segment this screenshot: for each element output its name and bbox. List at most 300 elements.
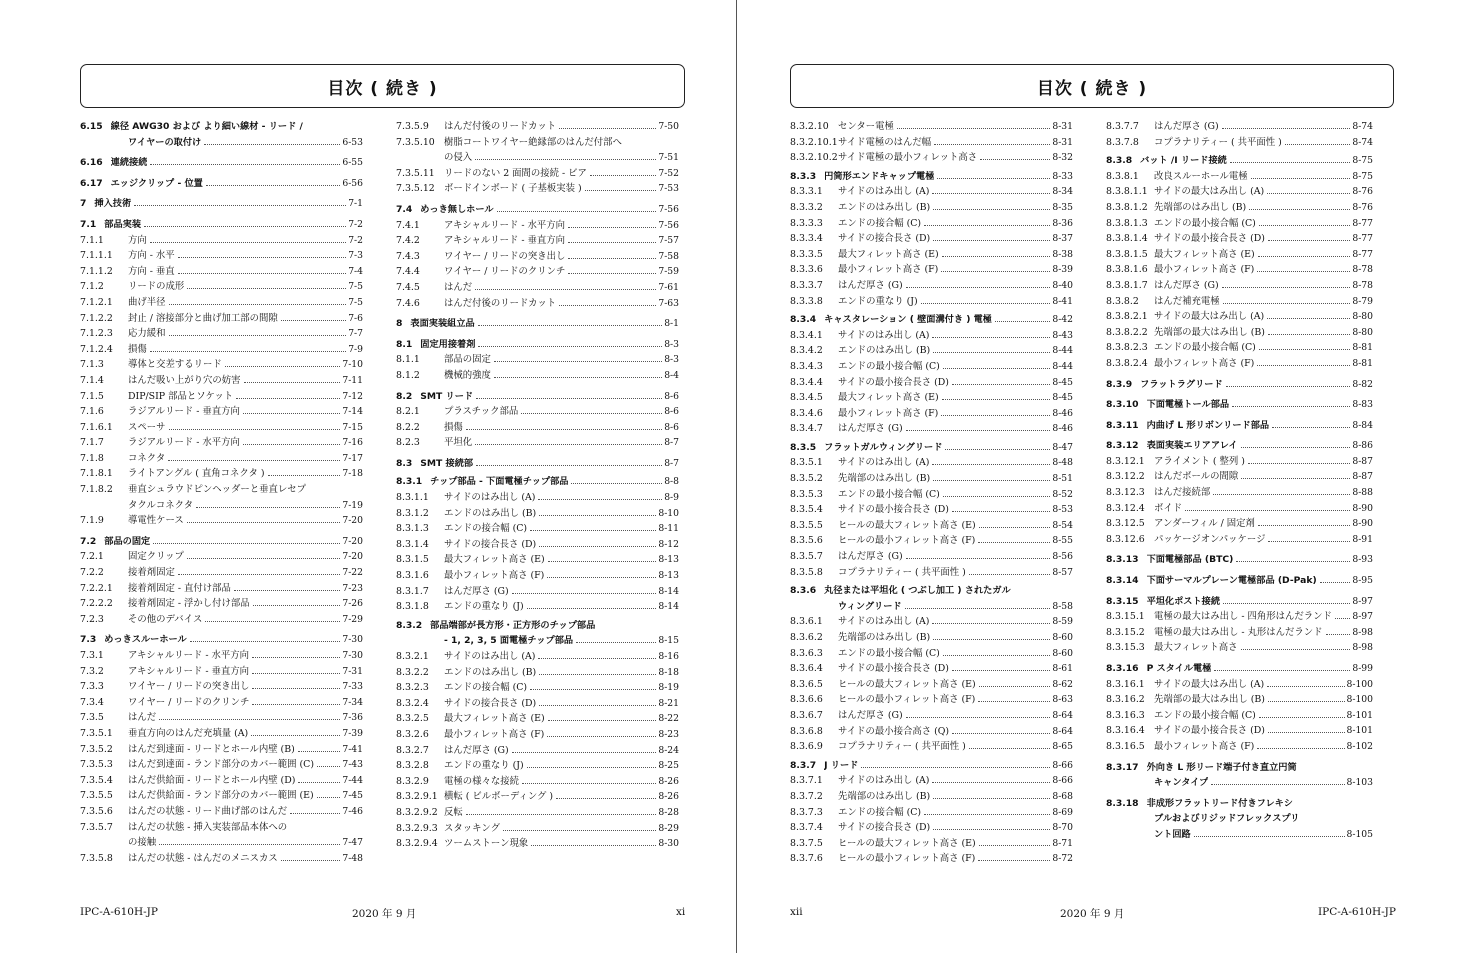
toc-entry[interactable] bbox=[396, 233, 679, 249]
dot-leader bbox=[1267, 193, 1350, 194]
toc-entry[interactable] bbox=[790, 533, 1073, 549]
toc-entry-page: 8-28 bbox=[658, 806, 679, 818]
toc-entry[interactable] bbox=[790, 455, 1073, 471]
toc-entry-title: サイドの接合長さ (D) bbox=[444, 538, 537, 550]
toc-entry-page: 8-86 bbox=[1352, 440, 1373, 452]
toc-entry[interactable] bbox=[1106, 609, 1373, 625]
toc-entry-page: 8-3 bbox=[664, 354, 679, 366]
toc-entry[interactable] bbox=[396, 166, 679, 182]
toc-entry[interactable] bbox=[1106, 262, 1373, 278]
toc-entry-title: 封止 / 溶接部分と曲げ加工部の間隙 bbox=[128, 312, 278, 324]
toc-entry-page: 7-20 bbox=[342, 515, 363, 527]
dot-leader bbox=[933, 829, 1050, 830]
toc-entry[interactable] bbox=[80, 373, 363, 389]
toc-entry-number: 8.3.2.4 bbox=[396, 697, 429, 709]
toc-entry[interactable] bbox=[396, 743, 679, 759]
toc-entry-page: 7-57 bbox=[658, 235, 679, 247]
dot-leader bbox=[906, 287, 1051, 288]
toc-entry-page: 7-61 bbox=[658, 281, 679, 293]
toc-entry[interactable] bbox=[1106, 640, 1373, 656]
toc-entry-title: 導体と交差するリード bbox=[128, 359, 222, 371]
toc-entry[interactable] bbox=[80, 466, 363, 482]
toc-entry[interactable] bbox=[790, 502, 1073, 518]
toc-entry[interactable] bbox=[80, 451, 363, 467]
dot-leader bbox=[932, 464, 1050, 465]
toc-entry-page: 8-103 bbox=[1346, 777, 1373, 789]
toc-entry[interactable] bbox=[1106, 692, 1373, 708]
toc-entry[interactable] bbox=[396, 296, 679, 312]
toc-entry[interactable] bbox=[790, 119, 1073, 135]
toc-entry[interactable] bbox=[1106, 661, 1373, 677]
toc-entry[interactable] bbox=[1106, 340, 1373, 356]
toc-entry[interactable] bbox=[396, 420, 679, 436]
toc-entry[interactable] bbox=[396, 435, 679, 451]
toc-entry[interactable] bbox=[396, 202, 679, 218]
toc-entry[interactable] bbox=[790, 231, 1073, 247]
toc-entry[interactable] bbox=[790, 216, 1073, 232]
toc-entry-title: スペーサ bbox=[128, 421, 166, 433]
toc-entry[interactable] bbox=[396, 280, 679, 296]
toc-entry[interactable] bbox=[1106, 438, 1373, 454]
toc-entry[interactable] bbox=[396, 249, 679, 265]
toc-entry[interactable] bbox=[396, 727, 679, 743]
toc-entry[interactable] bbox=[1106, 552, 1373, 568]
toc-entry[interactable] bbox=[396, 218, 679, 234]
toc-entry[interactable] bbox=[790, 805, 1073, 821]
toc-entry[interactable] bbox=[396, 521, 679, 537]
toc-entry-page: 8-51 bbox=[1052, 473, 1073, 485]
dot-leader bbox=[1335, 618, 1350, 619]
toc-entry[interactable] bbox=[790, 262, 1073, 278]
toc-entry[interactable] bbox=[80, 632, 363, 648]
dot-leader bbox=[1320, 582, 1351, 583]
footer-page-number: xi bbox=[676, 906, 686, 918]
toc-entry[interactable] bbox=[1106, 309, 1373, 325]
toc-entry-page: 8-43 bbox=[1052, 329, 1073, 341]
toc-entry[interactable] bbox=[1106, 418, 1373, 434]
toc-entry-title: ワイヤー / リードのクリンチ bbox=[128, 696, 250, 708]
toc-entry[interactable] bbox=[396, 537, 679, 553]
toc-entry-page: 6-53 bbox=[342, 136, 363, 148]
toc-entry-title-continued: ント回路 bbox=[1154, 828, 1191, 840]
toc-entry[interactable] bbox=[790, 278, 1073, 294]
toc-entry-title: 非成形フラットリード付きフレキシ bbox=[1146, 797, 1293, 809]
toc-entry[interactable] bbox=[396, 552, 679, 568]
toc-entry[interactable] bbox=[396, 337, 679, 353]
toc-entry-number: 7.1.2.4 bbox=[80, 343, 113, 355]
toc-entry-page: 8-70 bbox=[1052, 822, 1073, 834]
toc-entry-number: 8.3.3 bbox=[790, 170, 817, 182]
toc-entry-title: 部品の固定 bbox=[444, 354, 491, 366]
toc-entry[interactable] bbox=[790, 820, 1073, 836]
toc-entry[interactable] bbox=[1106, 231, 1373, 247]
toc-entry-title: キャスタレーション ( 壁面溝付き ) 電極 bbox=[824, 314, 992, 326]
toc-entry[interactable] bbox=[396, 568, 679, 584]
toc-entry[interactable] bbox=[80, 119, 363, 135]
toc-entry[interactable] bbox=[790, 247, 1073, 263]
toc-entry[interactable] bbox=[1106, 469, 1373, 485]
toc-entry-number: 8.3.2.9.3 bbox=[396, 822, 438, 834]
toc-entry-number: 7.2 bbox=[80, 535, 97, 547]
toc-entry[interactable] bbox=[1106, 184, 1373, 200]
toc-entry[interactable] bbox=[80, 534, 363, 550]
toc-entry-page: 8-58 bbox=[1052, 600, 1073, 612]
toc-entry-title: 部品の固定 bbox=[104, 535, 151, 547]
toc-entry[interactable] bbox=[396, 368, 679, 384]
toc-entry[interactable] bbox=[80, 155, 363, 171]
toc-entry-page: 8-77 bbox=[1352, 248, 1373, 260]
toc-entry-page: 8-78 bbox=[1352, 264, 1373, 276]
toc-entry[interactable] bbox=[80, 664, 363, 680]
toc-entry[interactable] bbox=[80, 248, 363, 264]
toc-entry[interactable] bbox=[1106, 625, 1373, 641]
toc-entry[interactable] bbox=[396, 821, 679, 837]
toc-entry[interactable] bbox=[790, 135, 1073, 151]
toc-entry-title: ヒールの最大フィレット高さ (E) bbox=[838, 519, 976, 531]
toc-entry[interactable] bbox=[790, 375, 1073, 391]
toc-entry[interactable] bbox=[790, 440, 1073, 456]
dot-leader bbox=[943, 496, 1051, 497]
toc-entry[interactable] bbox=[790, 851, 1073, 867]
toc-entry[interactable] bbox=[80, 233, 363, 249]
toc-entry-page: 8-1 bbox=[664, 318, 679, 330]
toc-entry[interactable] bbox=[396, 474, 679, 490]
toc-entry[interactable] bbox=[80, 695, 363, 711]
toc-entry[interactable] bbox=[396, 119, 679, 135]
toc-entry[interactable] bbox=[80, 820, 363, 836]
toc-entry-number: 8.3.12.4 bbox=[1106, 502, 1145, 514]
toc-entry[interactable] bbox=[1106, 119, 1373, 135]
toc-entry[interactable] bbox=[1106, 200, 1373, 216]
dot-leader bbox=[1226, 386, 1351, 387]
toc-entry[interactable] bbox=[396, 352, 679, 368]
toc-entry[interactable] bbox=[80, 176, 363, 192]
toc-entry[interactable] bbox=[80, 773, 363, 789]
toc-entry-number: 8.3.10 bbox=[1106, 399, 1139, 411]
toc-entry[interactable] bbox=[80, 295, 363, 311]
toc-entry[interactable] bbox=[790, 471, 1073, 487]
toc-entry-title: 反転 bbox=[444, 806, 463, 818]
dot-leader bbox=[1222, 287, 1351, 288]
toc-entry-number: 8.3.8.2 bbox=[1106, 295, 1139, 307]
toc-entry-page: 8-41 bbox=[1052, 295, 1073, 307]
toc-entry[interactable] bbox=[790, 169, 1073, 185]
toc-entry-title: 方向 bbox=[128, 234, 147, 246]
toc-entry[interactable] bbox=[396, 758, 679, 774]
dot-leader bbox=[1222, 128, 1351, 129]
toc-entry[interactable] bbox=[396, 404, 679, 420]
toc-entry[interactable] bbox=[80, 357, 363, 373]
toc-entry[interactable] bbox=[80, 435, 363, 451]
dot-leader bbox=[478, 325, 662, 326]
toc-entry[interactable] bbox=[80, 710, 363, 726]
toc-entry-page: 8-36 bbox=[1052, 217, 1073, 229]
toc-entry[interactable] bbox=[80, 804, 363, 820]
toc-entry[interactable] bbox=[790, 614, 1073, 630]
toc-entry[interactable] bbox=[80, 217, 363, 233]
toc-entry-page: 7-63 bbox=[658, 297, 679, 309]
toc-entry[interactable] bbox=[1106, 760, 1373, 776]
toc-entry-page: 8-46 bbox=[1052, 407, 1073, 419]
toc-entry[interactable] bbox=[790, 390, 1073, 406]
toc-entry-title: 下面サーマルプレーン電極部品 (D-Pak) bbox=[1146, 575, 1317, 587]
toc-entry[interactable] bbox=[80, 196, 363, 212]
toc-entry[interactable] bbox=[1106, 377, 1373, 393]
toc-entry[interactable] bbox=[790, 343, 1073, 359]
toc-entry-page: 7-48 bbox=[342, 852, 363, 864]
toc-entry-title: サイドの最小接合長さ (D) bbox=[1154, 233, 1265, 245]
toc-entry[interactable] bbox=[790, 487, 1073, 503]
toc-entry[interactable] bbox=[790, 758, 1073, 774]
toc-entry-title: パッケージオンパッケージ bbox=[1154, 533, 1266, 545]
toc-entry-page: 7-10 bbox=[342, 359, 363, 371]
dot-leader bbox=[1236, 561, 1350, 562]
toc-entry[interactable] bbox=[1106, 485, 1373, 501]
toc-entry[interactable] bbox=[1106, 501, 1373, 517]
toc-entry-page: 7-20 bbox=[342, 551, 363, 563]
toc-entry-number: 8.3.16.2 bbox=[1106, 694, 1145, 706]
toc-entry-number: 7.3.5.9 bbox=[396, 121, 429, 132]
toc-entry[interactable] bbox=[396, 805, 679, 821]
toc-entry[interactable] bbox=[80, 342, 363, 358]
toc-entry-page: 8-65 bbox=[1052, 741, 1073, 753]
toc-entry[interactable] bbox=[80, 581, 363, 597]
toc-entry-page: 7-2 bbox=[348, 234, 363, 246]
toc-entry[interactable] bbox=[790, 518, 1073, 534]
toc-entry-title: はんだ接続部 bbox=[1154, 487, 1211, 499]
toc-entry[interactable] bbox=[790, 773, 1073, 789]
toc-entry[interactable] bbox=[1106, 325, 1373, 341]
toc-entry[interactable] bbox=[790, 739, 1073, 755]
toc-entry[interactable] bbox=[790, 200, 1073, 216]
dot-leader bbox=[494, 361, 662, 362]
toc-entry-page: 8-15 bbox=[658, 635, 679, 647]
toc-entry[interactable] bbox=[396, 680, 679, 696]
toc-entry[interactable] bbox=[790, 677, 1073, 693]
toc-entry-page: 7-23 bbox=[342, 582, 363, 594]
dot-leader bbox=[1248, 463, 1350, 464]
toc-entry-page: 8-80 bbox=[1352, 311, 1373, 323]
toc-entry[interactable] bbox=[396, 490, 679, 506]
toc-entry[interactable] bbox=[80, 742, 363, 758]
dot-leader bbox=[252, 704, 340, 705]
toc-entry-title: サイドの最大はみ出し (A) bbox=[1154, 678, 1265, 690]
toc-entry[interactable] bbox=[396, 456, 679, 472]
toc-entry[interactable] bbox=[790, 708, 1073, 724]
toc-entry-page: 8-33 bbox=[1052, 170, 1073, 182]
toc-entry[interactable] bbox=[80, 757, 363, 773]
toc-entry[interactable] bbox=[80, 482, 363, 498]
toc-entry[interactable] bbox=[396, 711, 679, 727]
toc-entry[interactable] bbox=[396, 181, 679, 197]
toc-entry-title: サイドのはみ出し (A) bbox=[838, 329, 930, 341]
toc-entry[interactable] bbox=[1106, 708, 1373, 724]
toc-entry[interactable] bbox=[80, 279, 363, 295]
toc-entry[interactable] bbox=[1106, 169, 1373, 185]
toc-entry-page: 8-34 bbox=[1052, 186, 1073, 198]
toc-entry[interactable] bbox=[790, 328, 1073, 344]
toc-entry[interactable] bbox=[396, 389, 679, 405]
toc-entry-title: はんだボールの間隙 bbox=[1154, 471, 1239, 483]
toc-entry[interactable] bbox=[80, 311, 363, 327]
toc-entry-title: 固定クリップ bbox=[128, 551, 184, 563]
toc-entry[interactable] bbox=[790, 406, 1073, 422]
footer-doc-id: IPC-A-610H-JP bbox=[80, 906, 158, 918]
toc-entry[interactable] bbox=[1106, 594, 1373, 610]
toc-page-left bbox=[0, 0, 736, 953]
toc-entry[interactable] bbox=[396, 316, 679, 332]
toc-entry-title: 外向き L 形リード端子付き直立円筒 bbox=[1146, 761, 1297, 773]
toc-entry[interactable] bbox=[396, 696, 679, 712]
toc-entry-title: サイドの接合長さ (D) bbox=[838, 822, 931, 834]
toc-entry[interactable] bbox=[1106, 356, 1373, 372]
toc-entry[interactable] bbox=[790, 724, 1073, 740]
toc-entry[interactable] bbox=[396, 618, 679, 634]
toc-entry-title: 固定用接着剤 bbox=[420, 338, 476, 350]
toc-entry-title: 樹脂コートワイヤー絶縁部のはんだ付部へ bbox=[444, 136, 622, 148]
toc-entry[interactable] bbox=[790, 565, 1073, 581]
toc-entry[interactable] bbox=[1106, 796, 1373, 812]
toc-entry-number: 8.3.7.3 bbox=[790, 806, 823, 818]
toc-entry[interactable] bbox=[1106, 532, 1373, 548]
toc-entry[interactable] bbox=[396, 506, 679, 522]
toc-entry[interactable] bbox=[80, 404, 363, 420]
toc-entry[interactable] bbox=[80, 679, 363, 695]
toc-entry-number: 8.3.17 bbox=[1106, 761, 1139, 773]
dot-leader bbox=[206, 185, 341, 186]
toc-entry[interactable] bbox=[790, 421, 1073, 437]
toc-entry[interactable] bbox=[396, 135, 679, 151]
toc-entry-title: 丸径または平坦化 ( つぶし加工 ) されたガル bbox=[824, 585, 1011, 597]
toc-entry-number: 7.3.5 bbox=[80, 712, 104, 724]
toc-entry[interactable] bbox=[1106, 397, 1373, 413]
toc-entry[interactable] bbox=[1106, 454, 1373, 470]
toc-entry[interactable] bbox=[80, 726, 363, 742]
toc-entry[interactable] bbox=[1106, 216, 1373, 232]
toc-entry-title: 損傷 bbox=[128, 343, 147, 355]
toc-entry-number: 8.3.5.1 bbox=[790, 457, 823, 469]
toc-entry-title: ライトアングル ( 直角コネクタ ) bbox=[128, 468, 265, 480]
toc-entry-number: 8.3.7.2 bbox=[790, 790, 823, 802]
toc-entry-continuation bbox=[80, 835, 363, 851]
toc-entry-page: 8-54 bbox=[1052, 519, 1073, 531]
toc-entry[interactable] bbox=[790, 312, 1073, 328]
dot-leader bbox=[934, 144, 1050, 145]
toc-entry-page: 6-56 bbox=[342, 177, 363, 189]
toc-entry[interactable] bbox=[80, 264, 363, 280]
dot-leader bbox=[512, 752, 657, 753]
toc-entry[interactable] bbox=[396, 584, 679, 600]
toc-entry-page: 7-45 bbox=[342, 790, 363, 802]
dot-leader bbox=[1251, 178, 1351, 179]
toc-entry-title: 垂直シュラウドピンヘッダーと垂直レセプ bbox=[128, 484, 306, 496]
toc-entry[interactable] bbox=[80, 851, 363, 867]
toc-entry[interactable] bbox=[790, 661, 1073, 677]
toc-entry[interactable] bbox=[790, 150, 1073, 166]
toc-entry[interactable] bbox=[80, 648, 363, 664]
toc-entry[interactable] bbox=[80, 596, 363, 612]
toc-entry-page: 8-84 bbox=[1352, 419, 1373, 431]
toc-entry[interactable] bbox=[396, 599, 679, 615]
toc-entry[interactable] bbox=[396, 789, 679, 805]
toc-entry[interactable] bbox=[1106, 153, 1373, 169]
toc-entry-number: 7.4.4 bbox=[396, 266, 420, 278]
toc-entry-number: 6.16 bbox=[80, 157, 103, 169]
toc-entry-number: 7.3.1 bbox=[80, 650, 104, 661]
toc-entry[interactable] bbox=[1106, 135, 1373, 151]
toc-entry-page: 8-26 bbox=[658, 775, 679, 787]
toc-entry[interactable] bbox=[790, 549, 1073, 565]
toc-entry[interactable] bbox=[80, 788, 363, 804]
toc-entry[interactable] bbox=[80, 549, 363, 565]
toc-entry[interactable] bbox=[80, 565, 363, 581]
toc-entry-number: 8.3.8.1.4 bbox=[1106, 233, 1148, 245]
toc-entry[interactable] bbox=[396, 774, 679, 790]
toc-entry-number: 8.3.3.1 bbox=[790, 186, 823, 198]
toc-entry[interactable] bbox=[1106, 739, 1373, 755]
toc-entry[interactable] bbox=[80, 326, 363, 342]
toc-entry-number: 8.3.4.3 bbox=[790, 360, 823, 372]
toc-entry[interactable] bbox=[1106, 573, 1373, 589]
toc-entry[interactable] bbox=[1106, 516, 1373, 532]
toc-entry-page: 8-97 bbox=[1352, 595, 1373, 607]
toc-entry[interactable] bbox=[790, 359, 1073, 375]
toc-entry[interactable] bbox=[790, 630, 1073, 646]
toc-entry[interactable] bbox=[1106, 723, 1373, 739]
toc-entry[interactable] bbox=[396, 264, 679, 280]
toc-entry-number: 8.3.3.2 bbox=[790, 201, 823, 213]
dot-leader bbox=[942, 399, 1051, 400]
toc-entry[interactable] bbox=[790, 583, 1073, 599]
toc-entry-page: 8-90 bbox=[1352, 518, 1373, 530]
toc-entry[interactable] bbox=[1106, 278, 1373, 294]
toc-entry[interactable] bbox=[80, 420, 363, 436]
toc-entry[interactable] bbox=[790, 692, 1073, 708]
toc-entry-number: 8.3.7.1 bbox=[790, 775, 823, 787]
toc-entry-page: 7-2 bbox=[348, 218, 363, 230]
toc-entry[interactable] bbox=[80, 513, 363, 529]
toc-entry-page: 8-95 bbox=[1352, 575, 1373, 587]
toc-entry-number: 7.1.2.3 bbox=[80, 328, 113, 340]
toc-entry[interactable] bbox=[396, 665, 679, 681]
toc-entry-page: 7-4 bbox=[348, 265, 363, 277]
toc-entry[interactable] bbox=[1106, 247, 1373, 263]
toc-entry-page: 8-87 bbox=[1352, 455, 1373, 467]
toc-entry[interactable] bbox=[396, 649, 679, 665]
toc-entry[interactable] bbox=[790, 294, 1073, 310]
dot-leader bbox=[952, 733, 1050, 734]
toc-entry-page: 8-105 bbox=[1346, 828, 1373, 840]
toc-entry[interactable] bbox=[790, 789, 1073, 805]
dot-leader bbox=[150, 351, 346, 352]
toc-entry[interactable] bbox=[80, 612, 363, 628]
dot-leader bbox=[980, 159, 1050, 160]
toc-entry-title: 先端部のはみ出し (B) bbox=[838, 790, 931, 802]
toc-entry[interactable] bbox=[80, 389, 363, 405]
toc-entry[interactable] bbox=[790, 836, 1073, 852]
toc-entry-number: 7.2.2.1 bbox=[80, 582, 113, 594]
toc-entry-number: 8.3.4.6 bbox=[790, 407, 823, 419]
dot-leader bbox=[503, 830, 656, 831]
toc-entry-page: 7-47 bbox=[342, 837, 363, 849]
toc-entry[interactable] bbox=[1106, 677, 1373, 693]
toc-entry[interactable] bbox=[396, 836, 679, 852]
toc-entry-title: エンドの最小接合幅 (C) bbox=[1154, 217, 1256, 229]
toc-entry[interactable] bbox=[1106, 294, 1373, 310]
toc-entry-number: 8.3.7.6 bbox=[790, 853, 823, 865]
toc-entry[interactable] bbox=[790, 184, 1073, 200]
toc-entry[interactable] bbox=[790, 646, 1073, 662]
